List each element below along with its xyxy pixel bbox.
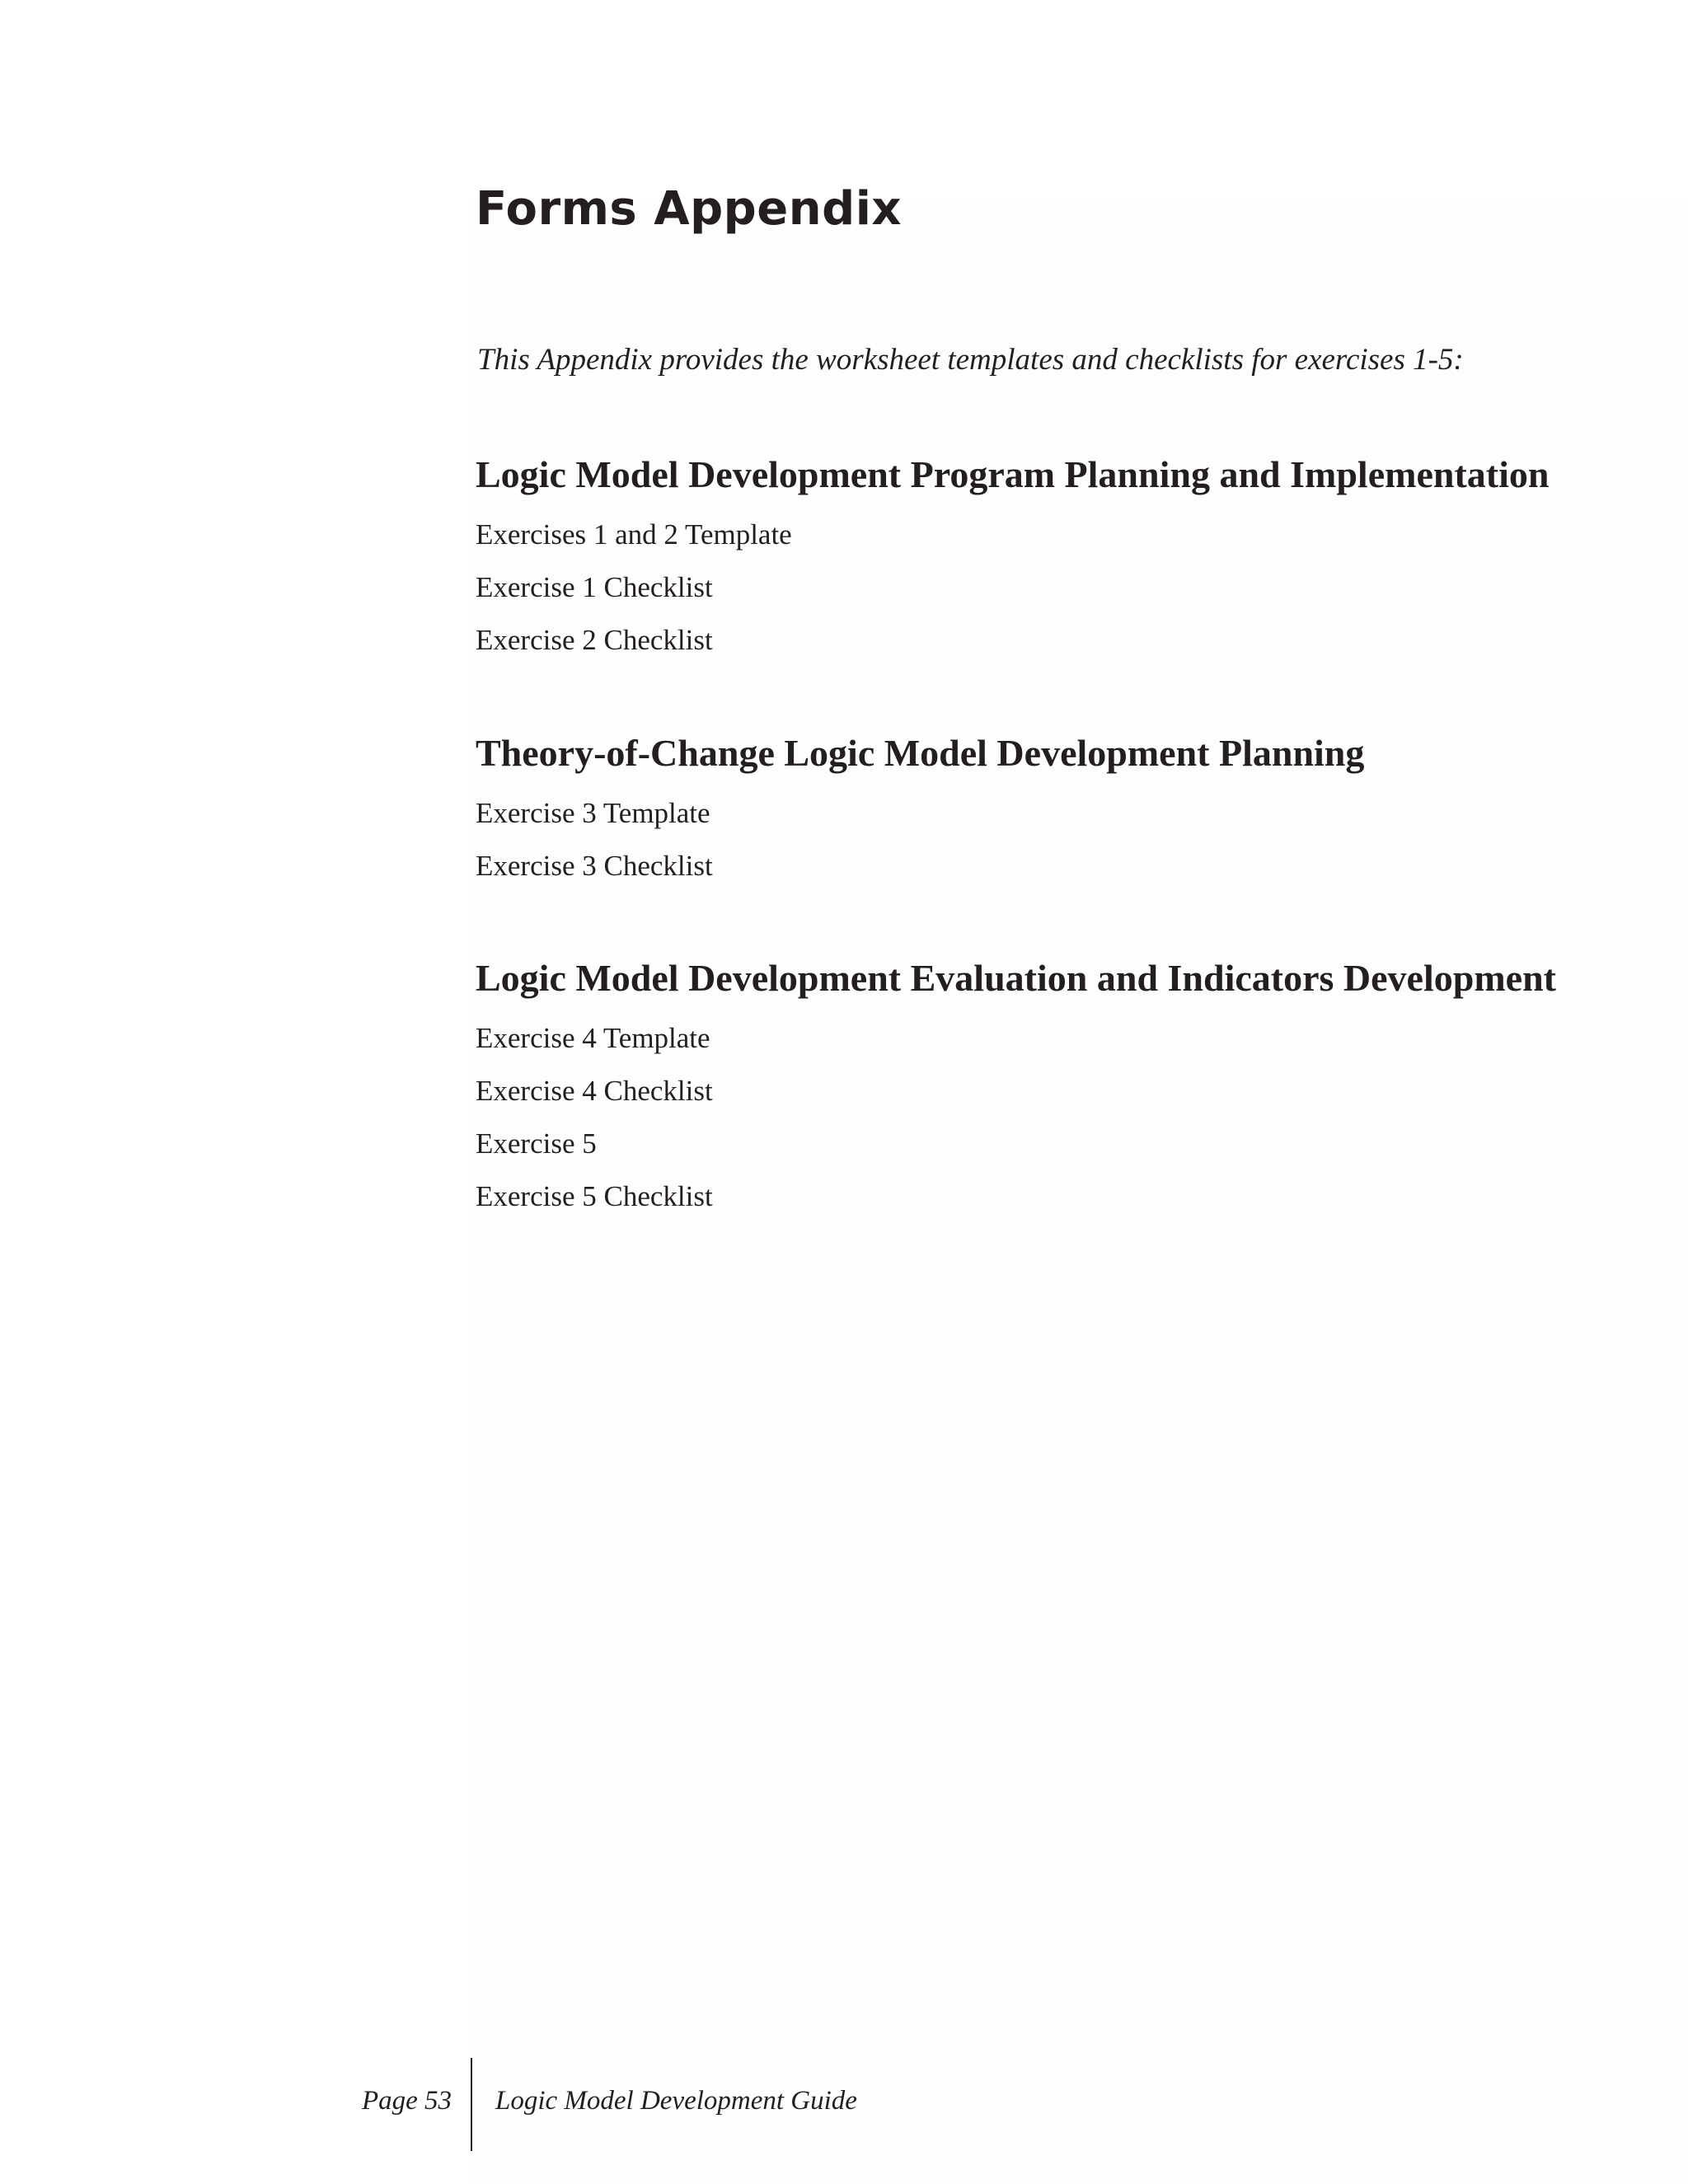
section-heading: Theory-of-Change Logic Model Development Planning — [476, 732, 1365, 774]
list-item: Exercise 2 Checklist — [476, 624, 713, 656]
list-item: Exercise 1 Checklist — [476, 571, 713, 603]
list-item: Exercise 5 Checklist — [476, 1180, 713, 1212]
list-item: Exercises 1 and 2 Template — [476, 518, 792, 551]
section-heading: Logic Model Development Evaluation and Indicators Development — [476, 957, 1556, 999]
list-item: Exercise 5 — [476, 1127, 597, 1160]
running-footer-title: Logic Model Development Guide — [495, 2086, 857, 2116]
page-number: Page 53 — [361, 2086, 452, 2116]
section-heading: Logic Model Development Program Planning and Implementation — [476, 453, 1550, 495]
footer-divider — [471, 2058, 472, 2151]
list-item: Exercise 4 Template — [476, 1022, 710, 1054]
list-item: Exercise 4 Checklist — [476, 1075, 713, 1107]
list-item: Exercise 3 Template — [476, 797, 710, 829]
list-item: Exercise 3 Checklist — [476, 850, 713, 882]
page-title: Forms Appendix — [476, 182, 903, 236]
intro-text: This Appendix provides the worksheet templates and checklists for exercises 1-5: — [477, 343, 1464, 377]
